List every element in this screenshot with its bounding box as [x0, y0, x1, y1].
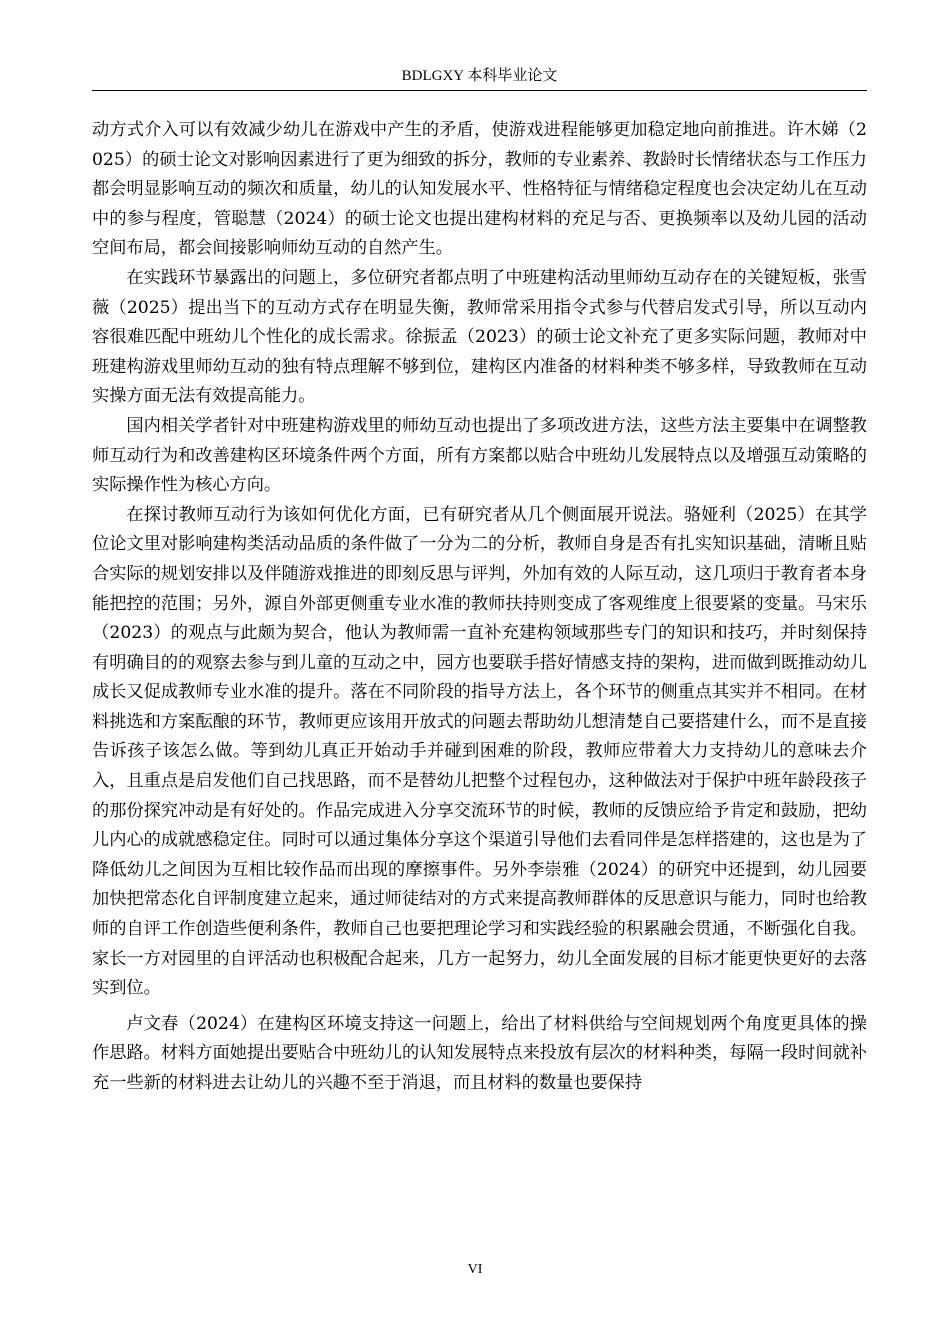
paragraph-2: 在实践环节暴露出的问题上，多位研究者都点明了中班建构活动里师幼互动存在的关键短板，张雪薇（2025）提出当下的互动方式存在明显失衡，教师常采用指令式参与代替启发式引导，所以互动内容很难匹配中班幼儿个性化的成长需求。徐振孟（2023）的硕士论文补充了更多实际问题，教师对中班建构游戏里师幼互动的独有特点理解不够到位，建构区内准备的材料种类不够多样，导致教师在互动实操方面无法有效提高能力。 — [92, 267, 867, 407]
page-number: VI — [467, 1262, 483, 1277]
paragraph-1: 动方式介入可以有效减少幼儿在游戏中产生的矛盾，使游戏进程能够更加稳定地向前推进。许木娣（2025）的硕士论文对影响因素进行了更为细致的拆分，教师的专业素养、教龄时长情绪状态与工作压力都会明显影响互动的频次和质量，幼儿的认知发展水平、性格特征与情绪稳定程度也会决定幼儿在互动中的参与程度，管聪慧（2024）的硕士论文也提出建构材料的充足与否、更换频率以及幼儿园的活动空间布局，都会间接影响师幼互动的自然产生。 — [92, 120, 867, 259]
paragraph-5: 卢文春（2024）在建构区环境支持这一问题上，给出了材料供给与空间规划两个角度更具体的操作思路。材料方面她提出要贴合中班幼儿的认知发展特点来投放有层次的材料种类，每隔一段时间就补充一些新的材料进去让幼儿的兴趣不至于消退，而且材料的数量也要保持 — [92, 1013, 867, 1093]
paragraph-3: 国内相关学者针对中班建构游戏里的师幼互动也提出了多项改进方法，这些方法主要集中在调整教师互动行为和改善建构区环境条件两个方面，所有方案都以贴合中班幼儿发展特点以及增强互动策略的实际操作性为核心方向。 — [92, 415, 867, 496]
body-text — [92, 116, 867, 1099]
running-header: BDLGXY 本科毕业论文 — [401, 68, 558, 84]
header-divider — [92, 90, 867, 91]
paragraph-4: 在探讨教师互动行为该如何优化方面，已有研究者从几个侧面展开说法。骆娅利（2025）在其学位论文里对影响建构类活动品质的条件做了一分为二的分析，教师自身是否有扎实知识基础，清晰且贴合实际的规划安排以及伴随游戏推进的即刻反思与评判，外加有效的人际互动，这几项归于教育者本身能把控的范围；另外，源自外部更侧重专业水准的教师扶持则变成了客观维度上很要紧的变量。马宋乐（2023）的观点与此颇为契合，他认为教师需一直补充建构领域那些专门的知识和技巧，并时刻保持有明确目的的观察去参与到儿童的互动之中，园方也要联手搭好情感支持的架构，进而做到既推动幼儿成长又促成教师专业水准的提升。落在不同阶段的指导方法上，各个环节的侧重点其实并不相同。在材料挑选和方案酝酿的环节，教师更应该用开放式的问题去帮助幼儿想清楚自己要搭建什么，而不是直接告诉孩子该怎么做。等到幼儿真正开始动手并碰到困难的阶段，教师应带着大力支持幼儿的意味去介入，且重点是启发他们自己找思路，而不是替幼儿把整个过程包办，这种做法对于保护中班年龄段孩子的那份探究冲动是有好处的。作品完成进入分享交流环节的时候，教师的反馈应给予肯定和鼓励，把幼儿内心的成就感稳定住。同时可以通过集体分享这个渠道引导他们去看同伴是怎样搭建的，这也是为了降低幼儿之间因为互相比较作品而出现的摩擦事件。另外李崇雅（2024）的研究中还提到，幼儿园要加快把常态化自评制度建立起来，通过师徒结对的方式来提高教师群体的反思意识与能力，同时也给教师的自评工作创造些便利条件，教师自己也要把理论学习和实践经验的积累融会贯通，不断强化自我。家长一方对园里的自评活动也积极配合起来，几方一起努力，幼儿全面发展的目标才能更快更好的去落实到位。 — [92, 504, 867, 999]
